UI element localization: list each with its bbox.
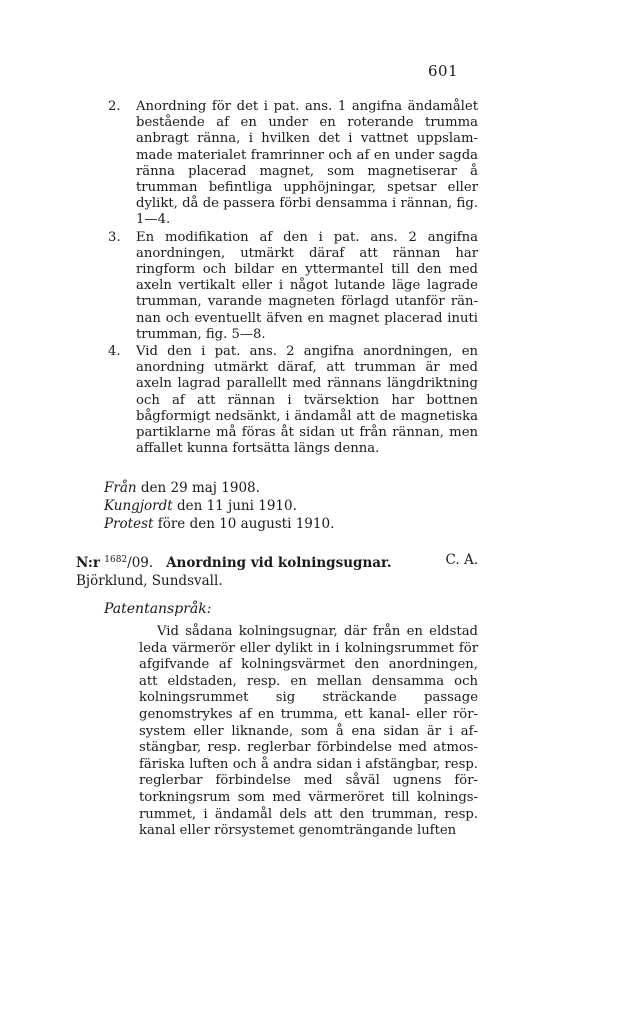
claim-item	[108, 230, 478, 343]
claim-item	[108, 99, 478, 229]
patent-nr-label: N:r	[76, 555, 100, 571]
patent-number-and-title	[76, 551, 392, 572]
page-number: 601	[428, 62, 459, 80]
claim-text: Vid den i pat. ans. 2 angifna anordningen, en anordning utmärkt däraf, att trumman är med axeln lagrad parallellt med rännans längdriktning och af att rännan i tvärsektion har bottnen bågformigt nedsänkt, i ändamål att de magnetiska partiklarne må föras åt sidan ut från rännan, men affallet kunna fortsätta längs denna.	[136, 344, 478, 457]
date-protest-value: före den 10 augusti 1910.	[157, 516, 335, 532]
date-protest-line	[104, 515, 334, 533]
applicant-initials: C. A.	[445, 552, 478, 568]
date-from-line	[104, 479, 334, 497]
date-announced-line	[104, 497, 334, 515]
claim-number: 4.	[108, 344, 121, 360]
patent-claim-body: Vid sådana kolningsugnar, där från en eldstad leda värmerör eller dylikt in i kolningsrummet för afgifvande af kolningsvärmet den anordningen, att eldstaden, resp. en mellan densamma och kolningsrummet sig sträckande passage genomstrykes af en trumma, ett kanal- eller rörsystem eller liknande, som å ena sidan är i afstängbar, resp. reglerbar förbindelse med atmosfäriska luften och å andra sidan i afstängbar, resp. reglerbar förbindelse med såväl ugnens förtorkningsrum som med värmeröret till kolningsrummet, i ändamål dels att den trumman, resp. kanal eller rörsystemet genomträngande luften	[139, 624, 478, 839]
claims-list	[108, 99, 478, 458]
date-announced-value: den 11 juni 1910.	[176, 498, 297, 514]
patent-header-first-line	[76, 551, 478, 572]
patent-nr-sup: 1682	[104, 555, 128, 565]
patent-nr-suffix: /09.	[127, 555, 154, 571]
date-from-label: Från	[104, 480, 137, 496]
claim-text: En modifikation af den i pat. ans. 2 angifna anordningen, utmärkt däraf att rännan har ringform och bildar en yttermantel till den med axeln vertikalt eller i något lutande läge lagrade trumman, varande magneten förlagd utanför rännan och eventuellt äfven en magnet placerad inuti trumman, fig. 5—8.	[136, 229, 478, 342]
applicant-name: Björklund, Sundsvall.	[76, 573, 223, 589]
claim-text: Anordning för det i pat. ans. 1 angifna ändamålet bestående af en under en roterande trumma anbragt ränna, i hvilken det i vattnet uppslammade materialet framrinner och af en under sagda ränna placerad magnet, som magnetiserar å trumman befintliga upphöjningar, spetsar eller dylikt, då de passera förbi densamma i rännan, fig. 1—4.	[136, 99, 478, 228]
date-announced-label: Kungjordt	[104, 498, 173, 514]
date-from-value: den 29 maj 1908.	[140, 480, 260, 496]
claim-number: 2.	[108, 99, 121, 114]
date-protest-label: Protest	[104, 516, 154, 532]
dates-block	[104, 479, 334, 533]
claim-item	[108, 344, 478, 457]
claims-heading: Patentanspråk:	[104, 601, 212, 617]
claim-number: 3.	[108, 229, 121, 245]
patent-header	[76, 551, 478, 590]
patent-title: Anordning vid kolningsugnar.	[166, 555, 392, 571]
